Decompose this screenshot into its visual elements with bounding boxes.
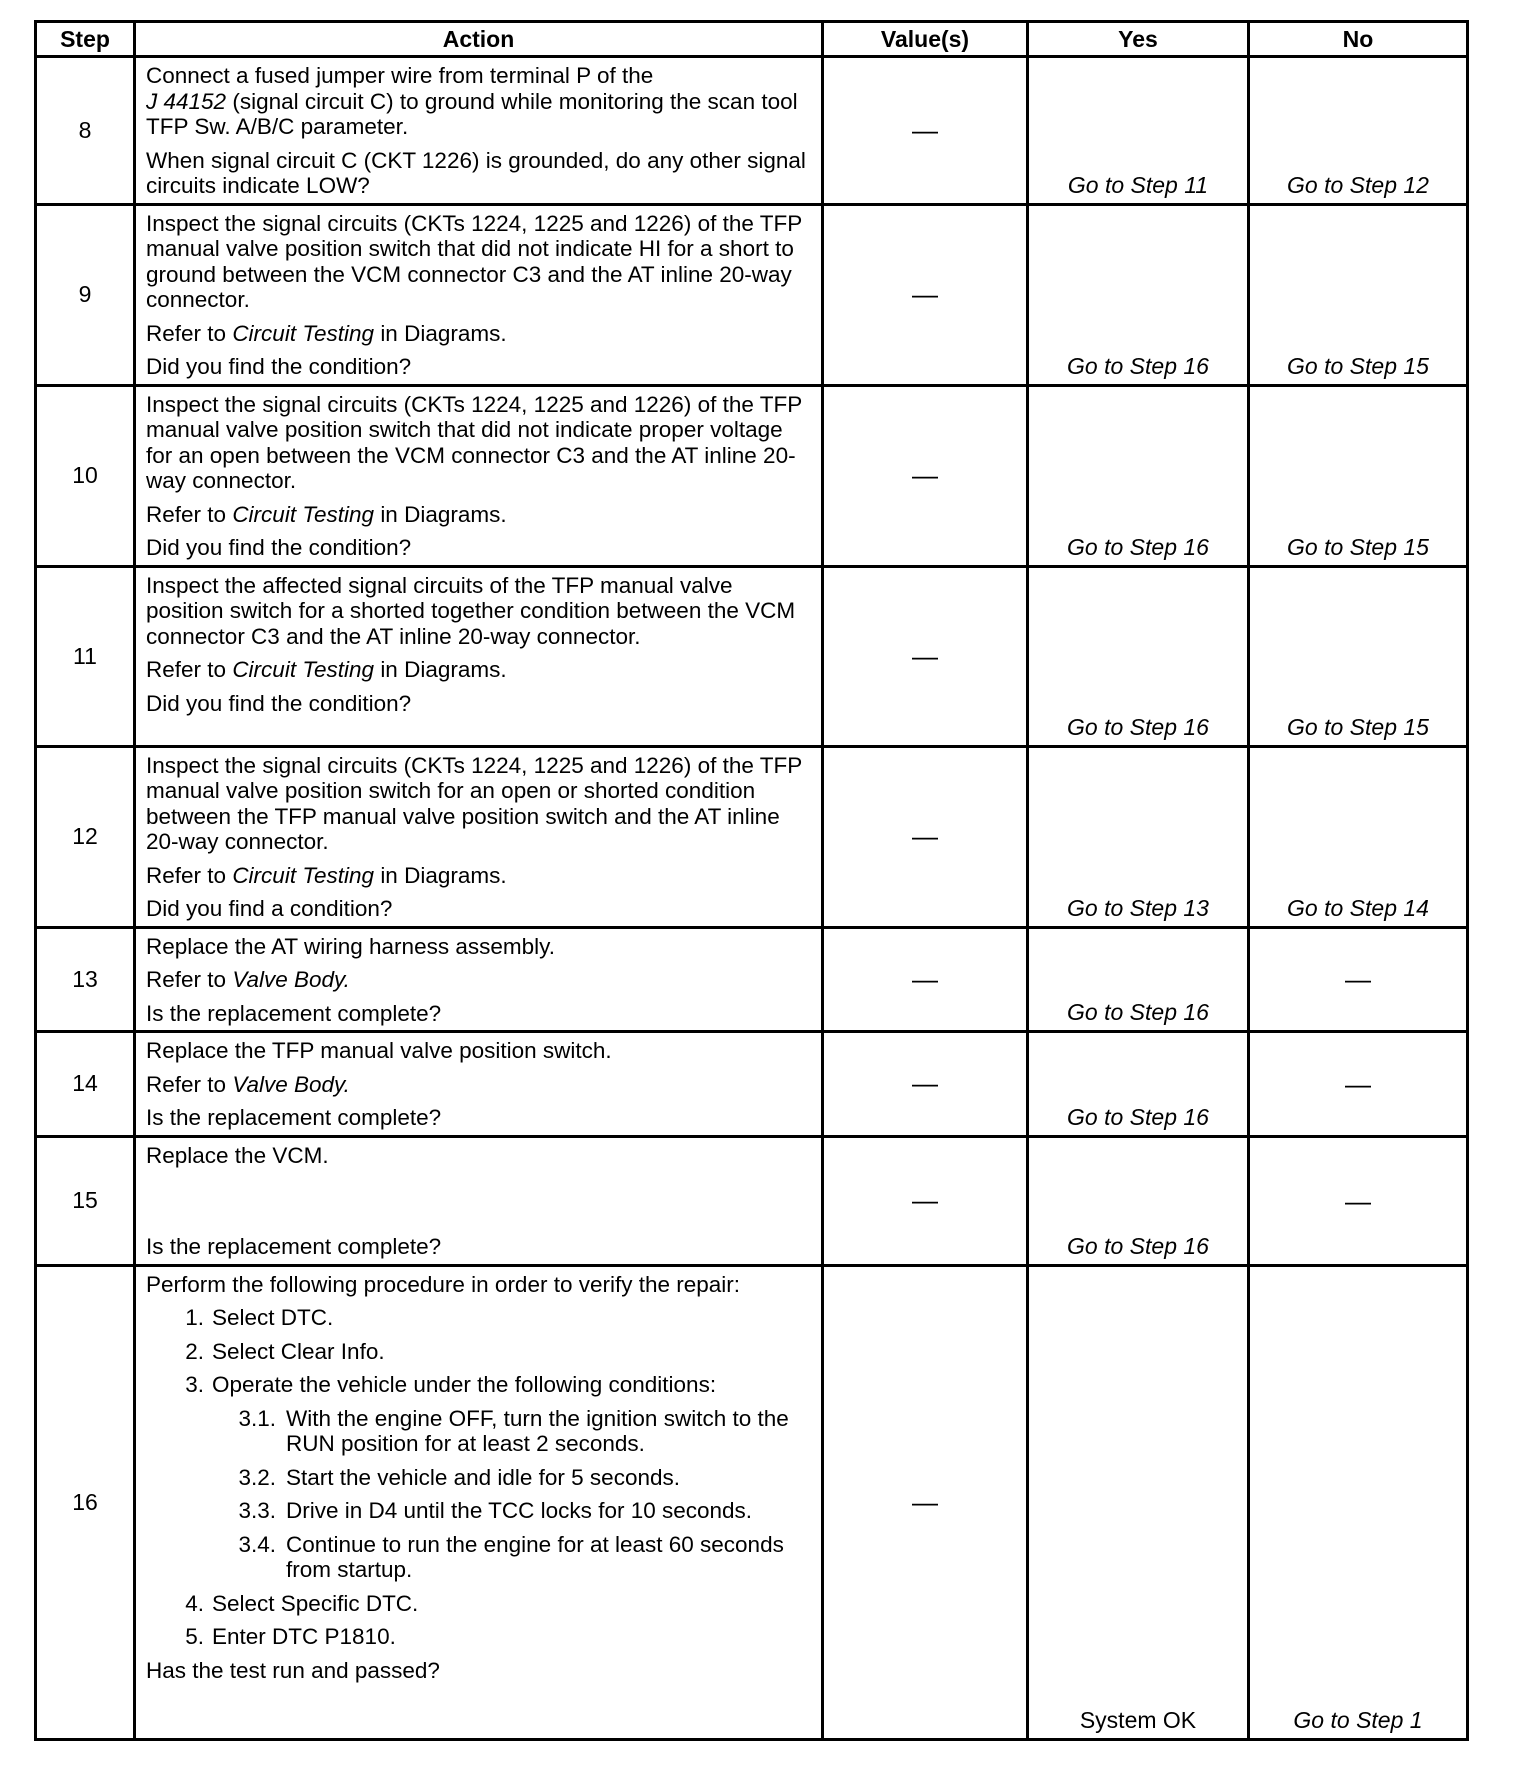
value-cell: — (823, 746, 1028, 927)
action-text: Inspect the signal circuits (CKTs 1224, 1225 and 1226) of the TFP manual valve position switch for an open or shorted condition between the TFP manual valve position switch and the AT inline 20-way connector. (146, 752, 802, 854)
question-text: Has the test run and passed? (146, 1657, 440, 1683)
question-text: Did you find the condition? (146, 535, 412, 560)
action-text: Inspect the signal circuits (CKTs 1224, 1225 and 1226) of the TFP manual valve position switch that did not indicate proper voltage for an open between the VCM connector C3 and the AT inline 20-way connector. (146, 391, 802, 493)
action-text: Inspect the affected signal circuits of the TFP manual valve position switch for a shorted together condition between the VCM connector C3 and the AT inline 20-way connector. (146, 572, 796, 649)
col-header-action: Action (135, 22, 823, 57)
list-item: 3. Operate the vehicle under the following conditions: (185, 1372, 717, 1397)
step-number: 10 (36, 385, 135, 566)
action-text: Replace the VCM. (146, 1142, 329, 1168)
value-cell: — (823, 57, 1028, 205)
no-cell: Go to Step 12 (1249, 57, 1468, 205)
list-item: 2. Select Clear Info. (185, 1338, 385, 1364)
value-cell: — (823, 385, 1028, 566)
reference-text: Refer to Valve Body. (146, 967, 350, 992)
reference-text: Refer to Circuit Testing in Diagrams. (146, 501, 507, 527)
reference-text: Refer to Valve Body. (146, 1071, 350, 1097)
yes-cell: Go to Step 16 (1028, 204, 1249, 385)
action-cell (135, 1136, 823, 1265)
table-row (36, 566, 1468, 746)
table-row (36, 385, 1468, 566)
no-cell: Go to Step 15 (1249, 566, 1468, 746)
col-header-no: No (1249, 22, 1468, 57)
no-cell: — (1249, 1136, 1468, 1265)
yes-cell: Go to Step 16 (1028, 1136, 1249, 1265)
diagnostic-table (34, 20, 1469, 1741)
no-cell: — (1249, 927, 1468, 1032)
yes-cell: System OK (1028, 1265, 1249, 1739)
sub-list-item: 3.1. With the engine OFF, turn the ignition switch to the RUN position for at least 2 seconds. (238, 1405, 789, 1456)
question-text: Did you find the condition? (146, 690, 412, 716)
action-cell (135, 927, 823, 1032)
action-text: Perform the following procedure in order to verify the repair: (146, 1271, 741, 1297)
value-cell: — (823, 927, 1028, 1032)
reference-text: Refer to Circuit Testing in Diagrams. (146, 657, 507, 682)
yes-cell: Go to Step 11 (1028, 57, 1249, 205)
question-text: Did you find a condition? (146, 896, 393, 921)
action-cell (135, 204, 823, 385)
list-item: 4. Select Specific DTC. (185, 1590, 419, 1616)
header-row (36, 22, 1468, 57)
no-cell: Go to Step 15 (1249, 385, 1468, 566)
sub-list-item: 3.2. Start the vehicle and idle for 5 seconds. (238, 1464, 680, 1490)
value-cell: — (823, 1136, 1028, 1265)
question-text: Is the replacement complete? (146, 1000, 442, 1026)
action-cell (135, 746, 823, 927)
value-cell: — (823, 204, 1028, 385)
action-text: Inspect the signal circuits (CKTs 1224, 1225 and 1226) of the TFP manual valve position switch that did not indicate HI for a short to ground between the VCM connector C3 and the AT inline 20-way connector. (146, 210, 802, 312)
action-text: Replace the TFP manual valve position switch. (146, 1038, 612, 1063)
no-cell: Go to Step 1 (1249, 1265, 1468, 1739)
question-text: Is the replacement complete? (146, 1234, 442, 1259)
step-number: 15 (36, 1136, 135, 1265)
question-text: Is the replacement complete? (146, 1105, 442, 1130)
list-item: 1. Select DTC. (185, 1305, 334, 1330)
table-row (36, 927, 1468, 1032)
table-row (36, 746, 1468, 927)
action-cell (135, 57, 823, 205)
table-row (36, 1032, 1468, 1137)
no-cell: Go to Step 15 (1249, 204, 1468, 385)
yes-cell: Go to Step 16 (1028, 566, 1249, 746)
question-text: Did you find the condition? (146, 354, 412, 379)
step-number: 9 (36, 204, 135, 385)
reference-text: Refer to Circuit Testing in Diagrams. (146, 862, 507, 888)
action-cell (135, 1265, 823, 1739)
value-cell: — (823, 1265, 1028, 1739)
step-number: 8 (36, 57, 135, 205)
sub-list-item: 3.4. Continue to run the engine for at least 60 seconds from startup. (238, 1531, 784, 1582)
step-number: 11 (36, 566, 135, 746)
question-text: When signal circuit C (CKT 1226) is grounded, do any other signal circuits indicate LOW? (146, 147, 806, 198)
action-text: Connect a fused jumper wire from terminal P of the J 44152 (signal circuit C) to ground while monitoring the scan tool TFP Sw. A/B/C parameter. (146, 63, 798, 139)
step-number: 12 (36, 746, 135, 927)
value-cell: — (823, 1032, 1028, 1137)
table-row (36, 57, 1468, 205)
table-row (36, 204, 1468, 385)
yes-cell: Go to Step 16 (1028, 927, 1249, 1032)
step-number: 14 (36, 1032, 135, 1137)
action-text: Replace the AT wiring harness assembly. (146, 933, 555, 959)
action-cell (135, 1032, 823, 1137)
reference-text: Refer to Circuit Testing in Diagrams. (146, 320, 507, 346)
yes-cell: Go to Step 16 (1028, 385, 1249, 566)
value-cell: — (823, 566, 1028, 746)
list-item: 5. Enter DTC P1810. (185, 1624, 396, 1649)
action-cell (135, 566, 823, 746)
step-number: 13 (36, 927, 135, 1032)
table-row (36, 1136, 1468, 1265)
action-cell (135, 385, 823, 566)
table-row (36, 1265, 1468, 1739)
col-header-yes: Yes (1028, 22, 1249, 57)
no-cell: Go to Step 14 (1249, 746, 1468, 927)
col-header-values: Value(s) (823, 22, 1028, 57)
col-header-step: Step (36, 22, 135, 57)
sub-list-item: 3.3. Drive in D4 until the TCC locks for 10 seconds. (238, 1498, 753, 1523)
yes-cell: Go to Step 13 (1028, 746, 1249, 927)
no-cell: — (1249, 1032, 1468, 1137)
step-number: 16 (36, 1265, 135, 1739)
yes-cell: Go to Step 16 (1028, 1032, 1249, 1137)
